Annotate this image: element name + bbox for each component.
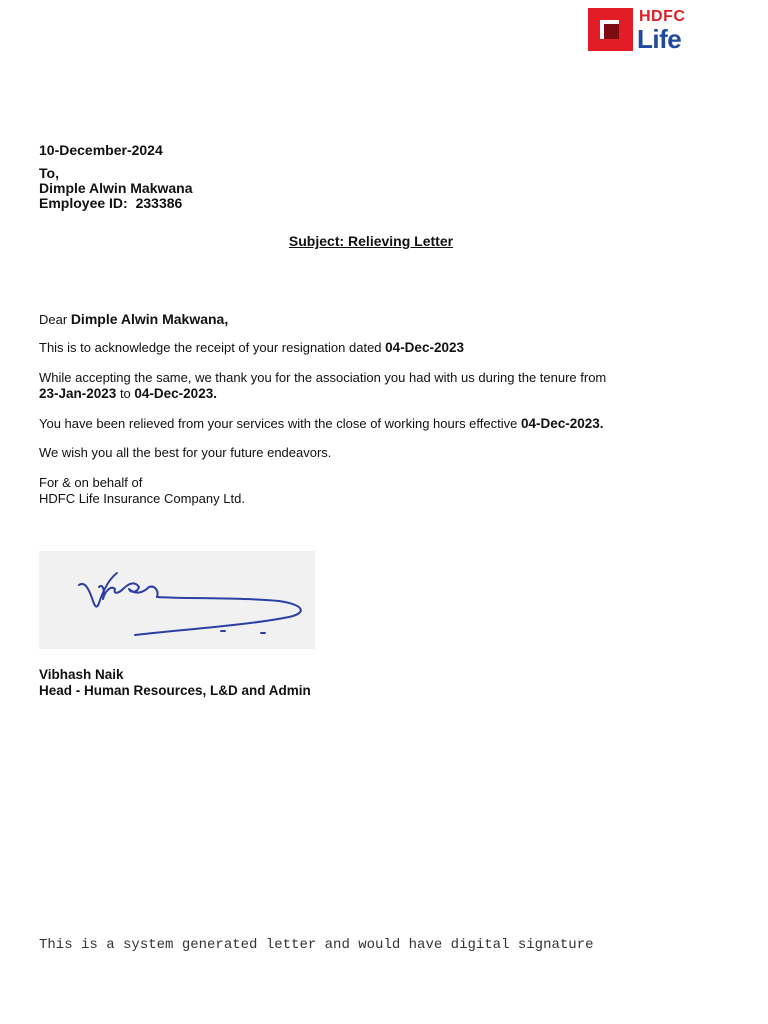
tenure-to: to: [119, 386, 131, 401]
signature-image: [39, 551, 315, 649]
relieved-paragraph: [39, 416, 719, 432]
logo-text-hdfc: HDFC: [639, 8, 686, 25]
ack-text: This is to acknowledge the receipt of your resignation dated: [39, 340, 382, 355]
wish-paragraph: We wish you all the best for your future endeavors.: [39, 445, 332, 460]
relieved-date: 04-Dec-2023.: [521, 416, 604, 431]
relieved-text: You have been relieved from your services with the close of working hours effective: [39, 416, 518, 431]
salutation-name: Dimple Alwin Makwana,: [70, 311, 229, 327]
system-generated-note: This is a system generated letter and would have digital signature: [39, 937, 594, 953]
tenure-paragraph: [39, 370, 719, 402]
signer-block: [39, 667, 311, 698]
recipient-name: Dimple Alwin Makwana: [39, 180, 193, 196]
signer-name: Vibhash Naik: [39, 667, 124, 682]
logo-text-life: Life: [637, 24, 682, 54]
handwritten-signature-icon: [39, 551, 315, 649]
employee-id-value: 233386: [135, 195, 183, 211]
acknowledgement-paragraph: [39, 340, 719, 356]
behalf-line: For & on behalf of: [39, 475, 143, 490]
salutation-prefix: Dear: [39, 312, 68, 327]
recipient-block: [39, 166, 193, 211]
letter-date: 10-December-2024: [39, 142, 163, 158]
tenure-text: While accepting the same, we thank you for the association you had with us during the tenure from: [39, 370, 607, 385]
logo-square-icon: [588, 8, 633, 51]
behalf-block: [39, 475, 719, 507]
employee-id-label: Employee ID:: [39, 195, 128, 211]
tenure-start: 23-Jan-2023: [39, 386, 117, 401]
letter-subject: Subject: Relieving Letter: [288, 233, 454, 249]
to-label: To,: [39, 165, 59, 181]
signer-title: Head - Human Resources, L&D and Admin: [39, 682, 311, 698]
resignation-date: 04-Dec-2023: [385, 340, 464, 355]
tenure-end: 04-Dec-2023.: [134, 386, 217, 401]
company-name: HDFC Life Insurance Company Ltd.: [39, 491, 245, 506]
employee-id-line: [39, 196, 193, 211]
salutation: [39, 311, 719, 328]
hdfc-life-logo: [588, 8, 696, 54]
